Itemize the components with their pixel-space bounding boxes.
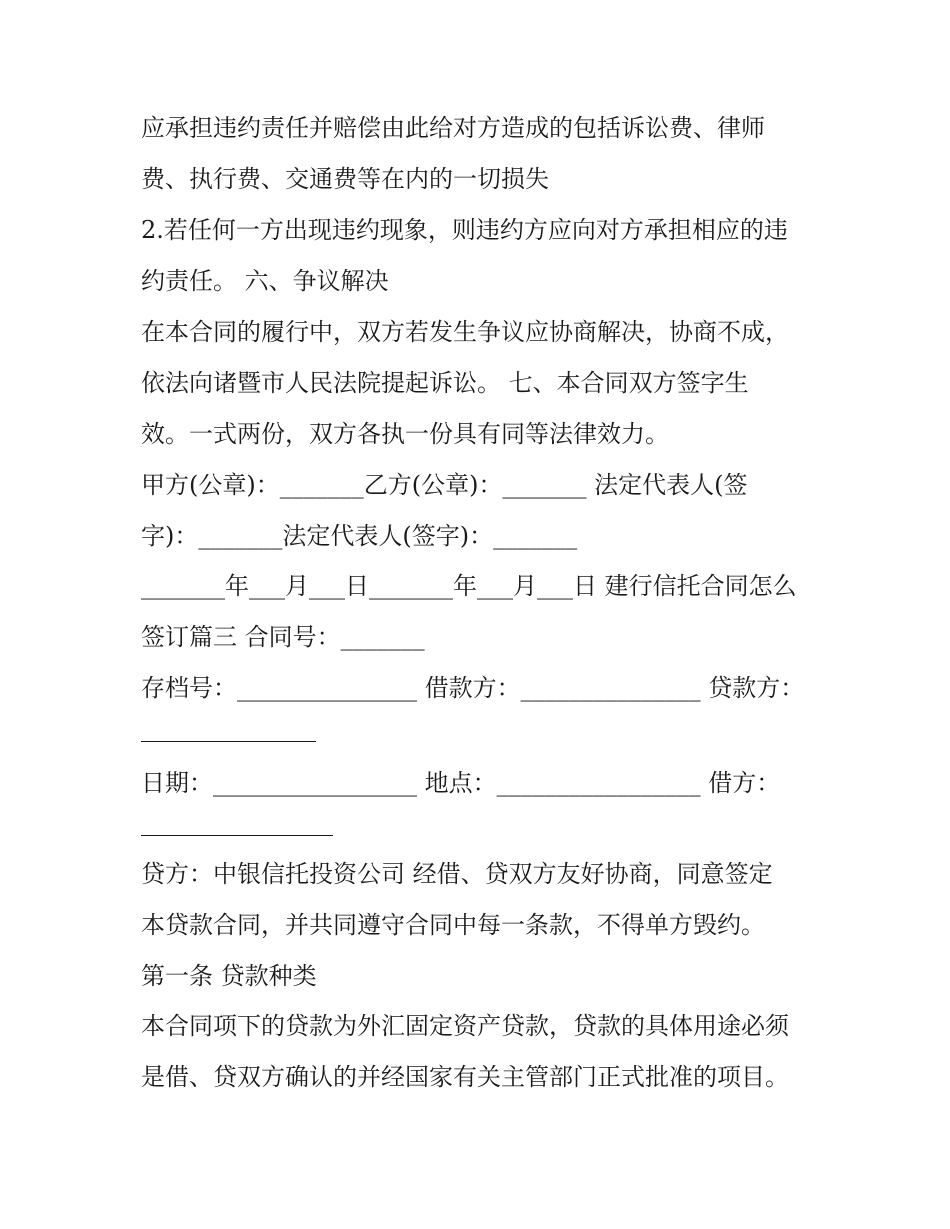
blank-underline (141, 835, 333, 836)
text-line: 2.若任何一方出现违约现象，则违约方应向对方承担相应的违 (141, 216, 788, 244)
date-location-line: 日期：_________________ 地点：_________________ 借方： (141, 769, 781, 797)
text-line: 费、执行费、交通费等在内的一切损失 (141, 165, 549, 193)
text-line: 在本合同的履行中，双方若发生争议应协商解决，协商不成， (141, 318, 789, 346)
text-line: 应承担违约责任并赔偿由此给对方造成的包括诉讼费、律师 (141, 114, 765, 142)
signature-line: 甲方(公章)：_______乙方(公章)：_______ 法定代表人(签 (141, 471, 748, 499)
text-line: 约责任。 六、争议解决 (141, 267, 389, 295)
section-heading: 第一条 贷款种类 (141, 962, 317, 990)
blank-underline (141, 741, 316, 742)
contract-number-line: 签订篇三 合同号：_______ (141, 623, 425, 651)
text-line: 贷方：中银信托投资公司 经借、贷双方友好协商，同意签定 (141, 860, 773, 888)
text-line: 本贷款合同，并共同遵守合同中每一条款，不得单方毁约。 (141, 911, 765, 939)
date-line: _______年___月___日_______年___月___日 建行信托合同怎么 (141, 572, 797, 600)
text-line: 依法向诸暨市人民法院提起诉讼。 七、本合同双方签字生 (141, 369, 749, 397)
text-line: 是借、贷双方确认的并经国家有关主管部门正式批准的项目。 (141, 1063, 789, 1091)
archive-number-line: 存档号：_______________ 借款方：_______________ 贷款方： (141, 674, 805, 702)
signature-line: 字)：_______法定代表人(签字)：_______ (141, 522, 578, 550)
text-line: 效。一式两份，双方各执一份具有同等法律效力。 (141, 420, 669, 448)
text-line: 本合同项下的贷款为外汇固定资产贷款，贷款的具体用途必须 (141, 1012, 789, 1040)
